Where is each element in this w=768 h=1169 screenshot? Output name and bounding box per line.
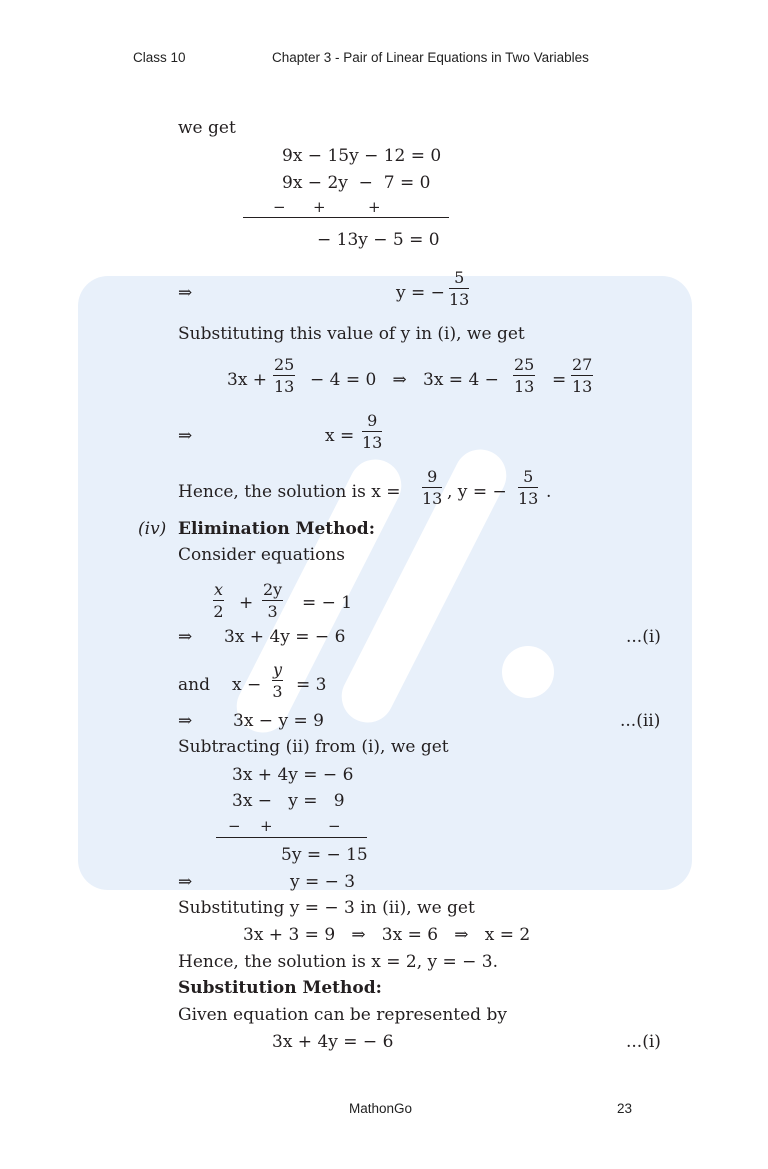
numerator: 9 bbox=[362, 411, 382, 432]
y-final: y = − 3 bbox=[290, 872, 356, 892]
sign-b: + bbox=[260, 817, 273, 835]
sub-equation-1: 3x + 4y = − 6 bbox=[232, 765, 354, 785]
denominator: 13 bbox=[449, 290, 470, 309]
denominator: 13 bbox=[572, 377, 593, 396]
hence-mid: , y = − bbox=[447, 482, 507, 502]
denominator: 13 bbox=[422, 489, 443, 508]
denominator: 13 bbox=[514, 377, 535, 396]
numerator: 5 bbox=[449, 268, 469, 289]
numerator: 2y bbox=[263, 580, 283, 599]
hence-text-2: Hence, the solution is x = 2, y = − 3. bbox=[178, 952, 499, 972]
equation-1: 9x − 15y − 12 = 0 bbox=[282, 146, 442, 166]
sub-part-1: 3x + bbox=[227, 370, 268, 390]
implies-symbol: ⇒ bbox=[178, 283, 193, 303]
subtraction-rule bbox=[243, 217, 449, 218]
denominator: 3 bbox=[267, 602, 278, 621]
eqA-rhs: = − 1 bbox=[302, 593, 353, 613]
numerator: 25 bbox=[514, 355, 535, 374]
sign-3: + bbox=[368, 198, 381, 216]
elimination-heading: Elimination Method: bbox=[178, 519, 375, 539]
implies-symbol: ⇒ bbox=[178, 627, 193, 647]
hence-end: . bbox=[546, 482, 552, 502]
sign-1: − bbox=[273, 198, 286, 216]
watermark-background bbox=[78, 276, 692, 890]
tag-i: ...(i) bbox=[626, 627, 661, 647]
eqB-lhs: x − bbox=[232, 675, 262, 695]
fraction-5-13 bbox=[518, 467, 538, 508]
and-label: and bbox=[178, 675, 210, 695]
y-value-label: y = − bbox=[396, 283, 445, 303]
sign-2: + bbox=[313, 198, 326, 216]
hence-text-1: Hence, the solution is x = bbox=[178, 482, 401, 502]
implies-symbol: ⇒ bbox=[178, 426, 193, 446]
fraction-9-13 bbox=[422, 467, 442, 508]
tag-ii: ...(ii) bbox=[620, 711, 661, 731]
numerator: y bbox=[273, 660, 283, 679]
equation-i: 3x + 4y = − 6 bbox=[224, 627, 346, 647]
fraction-x bbox=[362, 411, 382, 452]
fraction-y-3 bbox=[272, 660, 283, 701]
sign-a: − bbox=[228, 817, 241, 835]
denominator: 2 bbox=[213, 602, 224, 621]
fraction-25-13-b bbox=[513, 355, 535, 396]
header-chapter-title: Chapter 3 - Pair of Linear Equations in Two Variables bbox=[272, 50, 589, 65]
fraction-y bbox=[449, 268, 469, 309]
numerator: x bbox=[214, 580, 224, 599]
text-given-equation: Given equation can be represented by bbox=[178, 1005, 507, 1025]
part-label-iv: (iv) bbox=[138, 519, 167, 539]
solve-x-line: 3x + 3 = 9 ⇒ 3x = 6 ⇒ x = 2 bbox=[243, 925, 531, 945]
sub-result: 5y = − 15 bbox=[281, 845, 368, 865]
header-class-label: Class 10 bbox=[133, 50, 186, 65]
numerator: 25 bbox=[274, 355, 295, 374]
plus-sign: + bbox=[239, 593, 254, 613]
sub-equation-2: 3x − y = 9 bbox=[232, 791, 345, 811]
equation-2: 9x − 2y − 7 = 0 bbox=[282, 173, 431, 193]
denominator: 13 bbox=[362, 433, 383, 452]
last-tag: ...(i) bbox=[626, 1032, 661, 1052]
fraction-27-13 bbox=[571, 355, 593, 396]
text-substituting-y: Substituting y = − 3 in (ii), we get bbox=[178, 898, 475, 918]
denominator: 3 bbox=[272, 682, 283, 701]
last-equation: 3x + 4y = − 6 bbox=[272, 1032, 394, 1052]
substitution-heading: Substitution Method: bbox=[178, 978, 382, 998]
sign-c: − bbox=[328, 817, 341, 835]
denominator: 13 bbox=[518, 489, 539, 508]
numerator: 9 bbox=[422, 467, 442, 488]
footer-brand: MathonGo bbox=[349, 1101, 413, 1116]
equation-ii: 3x − y = 9 bbox=[233, 711, 324, 731]
implies-symbol: ⇒ bbox=[178, 872, 193, 892]
result-1: − 13y − 5 = 0 bbox=[317, 230, 440, 250]
sub-part-3: = bbox=[552, 370, 567, 390]
text-consider: Consider equations bbox=[178, 545, 346, 565]
fraction-x-2 bbox=[213, 580, 224, 621]
denominator: 13 bbox=[274, 377, 295, 396]
page-number: 23 bbox=[617, 1101, 633, 1116]
eqB-rhs: = 3 bbox=[296, 675, 327, 695]
text-substituting: Substituting this value of y in (i), we get bbox=[178, 324, 525, 344]
x-value-label: x = bbox=[325, 426, 355, 446]
fraction-25-13-a bbox=[273, 355, 295, 396]
implies-symbol: ⇒ bbox=[178, 711, 193, 731]
numerator: 27 bbox=[572, 355, 593, 374]
text-we-get: we get bbox=[178, 118, 236, 138]
watermark-dot bbox=[502, 646, 554, 698]
numerator: 5 bbox=[518, 467, 538, 488]
text-subtracting: Subtracting (ii) from (i), we get bbox=[178, 737, 449, 757]
sub-part-2: − 4 = 0 ⇒ 3x = 4 − bbox=[310, 370, 499, 390]
subtraction-rule-2 bbox=[216, 837, 367, 838]
fraction-2y-3 bbox=[262, 580, 283, 621]
